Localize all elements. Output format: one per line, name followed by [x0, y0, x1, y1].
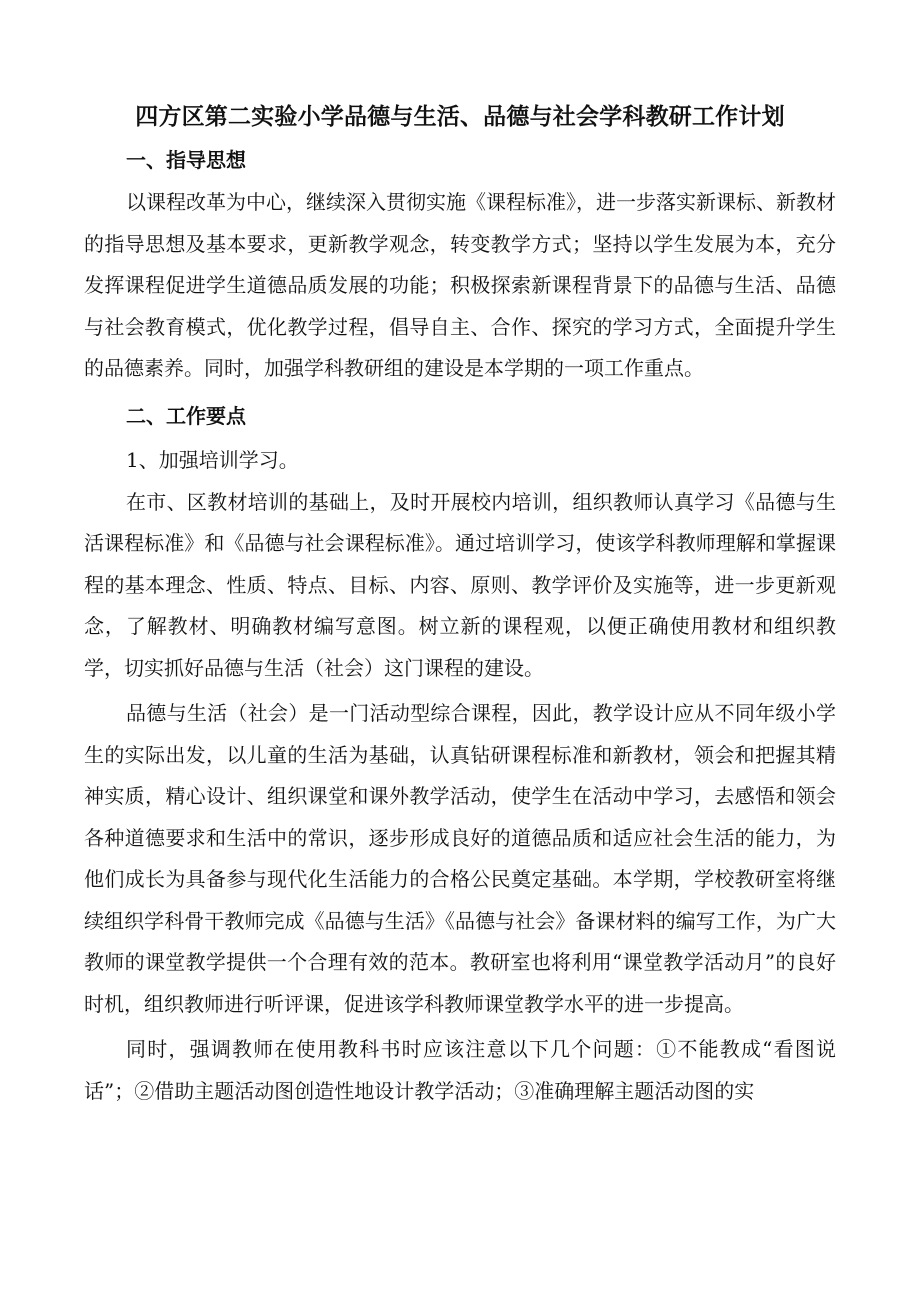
paragraph: 品德与生活（社会）是一门活动型综合课程，因此，教学设计应从不同年级小学生的实际出发，以儿童的生活为基础，认真钻研课程标准和新教材，领会和把握其精神实质，精心设计、组织课堂和课外教学活动，使学生在活动中学习，去感悟和领会各种道德要求和生活中的常识，逐步形成良好的道德品质和适应社会生活的能力，为他们成长为具备参与现代化生活能力的合格公民奠定基础。本学期，学校教研室将继续组织学科骨干教师完成《品德与生活》《品德与社会》备课材料的编写工作，为广大教师的课堂教学提供一个合理有效的范本。教研室也将利用“课堂教学活动月”的良好时机，组织教师进行听评课，促进该学科教师课堂教学水平的进一步提高。: [84, 701, 836, 1016]
paragraph: 同时，强调教师在使用教科书时应该注意以下几个问题：①不能教成“看图说话”；②借助主题活动图创造性地设计教学活动；③准确理解主题活动图的实: [84, 1037, 836, 1103]
section-heading-work-points: 二、工作要点: [126, 403, 246, 428]
item-heading-training: 1、加强培训学习。: [126, 447, 299, 472]
paragraph: 以课程改革为中心，继续深入贯彻实施《课程标准》，进一步落实新课标、新教材的指导思想及基本要求，更新教学观念，转变教学方式；坚持以学生发展为本，充分发挥课程促进学生道德品质发展的功能；积极探索新课程背景下的品德与生活、品德与社会教育模式，优化教学过程，倡导自主、合作、探究的学习方式，全面提升学生的品德素养。同时，加强学科教研组的建设是本学期的一项工作重点。: [84, 190, 836, 380]
document-title: 四方区第二实验小学品德与生活、品德与社会学科教研工作计划: [135, 104, 785, 130]
paragraph: 在市、区教材培训的基础上，及时开展校内培训，组织教师认真学习《品德与生活课程标准》和《品德与社会课程标准》。通过培训学习，使该学科教师理解和掌握课程的基本理念、性质、特点、目标、内容、原则、教学评价及实施等，进一步更新观念，了解教材、明确教材编写意图。树立新的课程观，以便正确使用教材和组织教学，切实抓好品德与生活（社会）这门课程的建设。: [84, 489, 836, 680]
section-heading-guiding-ideology: 一、指导思想: [126, 148, 246, 172]
